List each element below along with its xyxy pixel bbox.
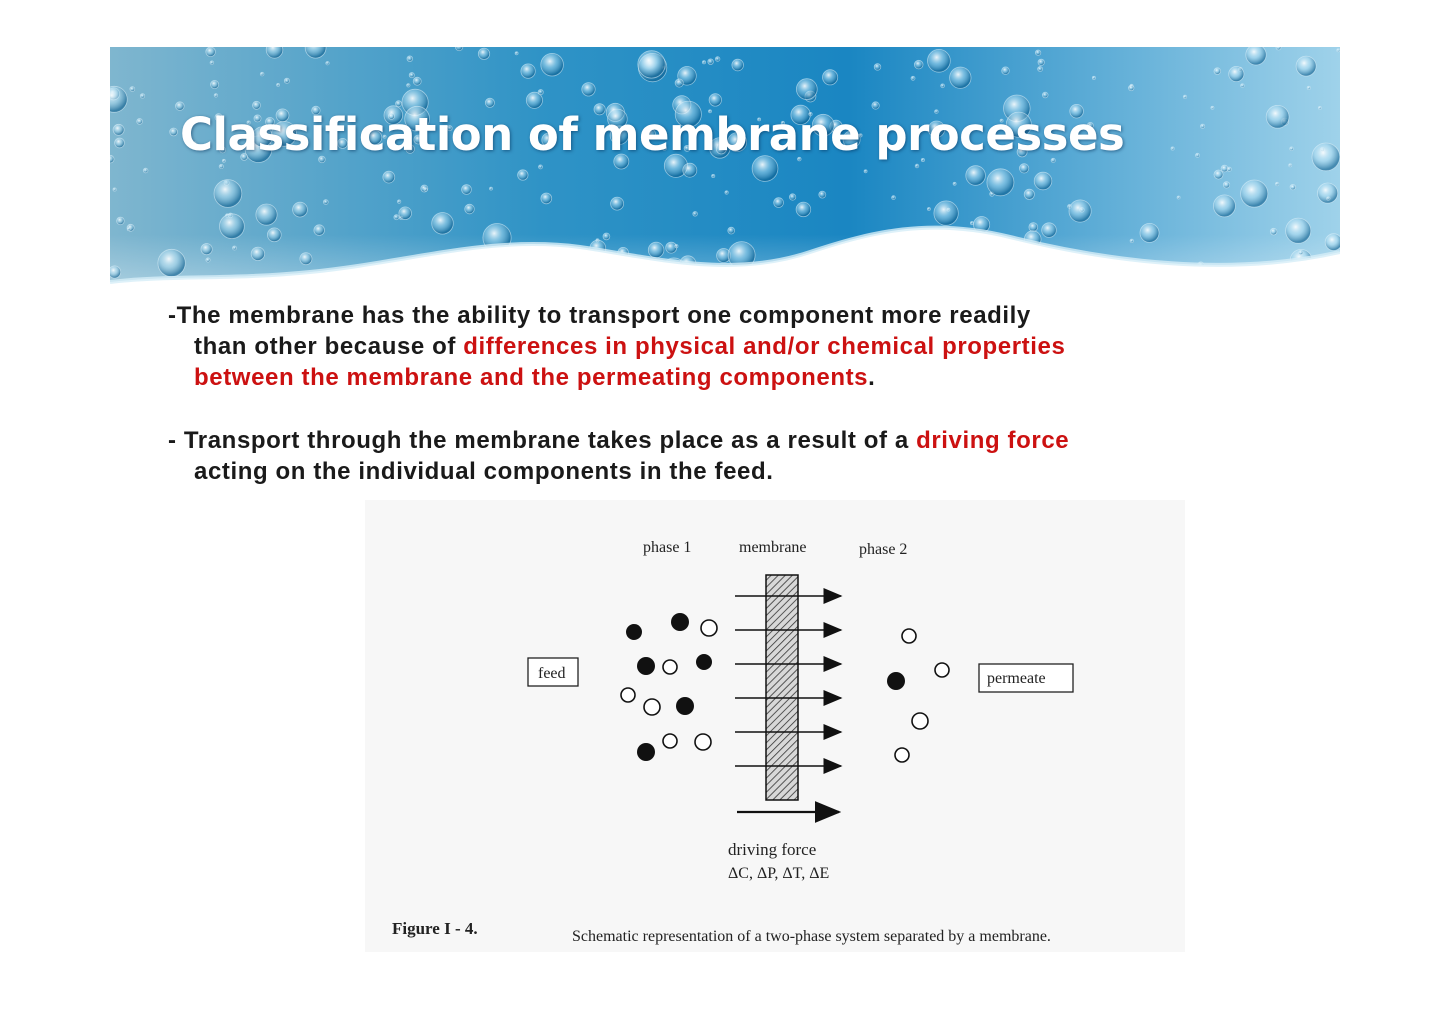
bubble	[1002, 67, 1010, 75]
bubble	[941, 84, 945, 88]
bubble	[927, 208, 930, 211]
hollow-particle	[663, 734, 677, 748]
bubble	[709, 94, 721, 106]
bubble	[1296, 56, 1316, 76]
bubble	[611, 197, 624, 210]
solid-particle	[637, 657, 655, 675]
bubble	[1286, 218, 1311, 243]
bubble	[1035, 50, 1040, 55]
bubble	[1241, 84, 1245, 88]
bubble	[1177, 196, 1180, 199]
bubble	[478, 48, 489, 59]
bubble	[796, 79, 817, 100]
bubble	[1290, 147, 1294, 151]
bubble	[394, 215, 399, 220]
hollow-particle	[912, 713, 928, 729]
bubble	[251, 247, 264, 260]
bubble	[725, 191, 728, 194]
bubble	[110, 266, 121, 278]
bubble	[397, 200, 400, 203]
bubble	[1034, 172, 1052, 190]
bubble	[1318, 106, 1321, 109]
bubble	[219, 164, 223, 168]
bubble	[409, 73, 414, 78]
bubble	[485, 98, 494, 107]
bubble	[541, 53, 564, 76]
bubble	[206, 47, 216, 57]
bubble	[130, 87, 135, 92]
bullet-1-highlight-cont: between the membrane and the permeating components	[194, 364, 869, 391]
bubble	[1229, 66, 1244, 81]
phase-1-label: phase 1	[643, 539, 692, 556]
bubble	[383, 171, 395, 183]
bubble	[1223, 182, 1229, 188]
bubble	[712, 174, 715, 177]
bubble	[413, 77, 421, 85]
bubble	[140, 94, 144, 98]
bubble	[277, 83, 280, 86]
bubble	[214, 94, 217, 97]
bubble	[638, 51, 665, 78]
bubble	[1069, 200, 1091, 222]
bubble	[1029, 223, 1038, 232]
bubble	[582, 83, 595, 96]
bubble	[715, 57, 720, 62]
bubble	[683, 163, 697, 177]
bubble	[1140, 263, 1147, 270]
bullet-2-highlight: driving force	[916, 427, 1070, 454]
bubble	[915, 164, 919, 168]
solid-particle	[626, 624, 642, 640]
bullet-2-line-1	[168, 427, 1069, 454]
bubble	[874, 64, 881, 71]
phase-2-label: phase 2	[859, 541, 908, 558]
permeate-label: permeate	[987, 670, 1046, 687]
bubble	[424, 188, 427, 191]
bubble	[928, 49, 951, 72]
bubble	[941, 259, 945, 263]
hollow-particle	[663, 660, 677, 674]
bubble	[810, 256, 813, 259]
bubble	[732, 59, 744, 71]
bullet-1-highlight: differences in physical and/or chemical properties	[463, 333, 1066, 360]
driving-force-label: driving force	[728, 840, 817, 859]
bubble	[293, 202, 308, 217]
bubble	[211, 80, 219, 88]
bubble	[1183, 95, 1186, 98]
solid-particle	[676, 697, 694, 715]
bubble	[201, 244, 212, 255]
bubble	[110, 155, 114, 163]
bubble	[399, 207, 412, 220]
solid-particle	[671, 613, 689, 631]
bubble	[1038, 67, 1043, 72]
bubble	[541, 193, 552, 204]
bubble	[1196, 153, 1200, 157]
phase-1-particles	[621, 613, 717, 761]
bubble	[1034, 256, 1041, 263]
bubble	[113, 188, 116, 191]
bubble	[675, 79, 683, 87]
bubble	[465, 204, 475, 214]
bubble	[1270, 228, 1277, 235]
bubble	[728, 227, 735, 234]
bubble	[1312, 143, 1340, 171]
bubble	[220, 214, 245, 239]
bubble	[538, 90, 543, 95]
bubble	[934, 201, 958, 225]
bubble	[603, 233, 610, 240]
bubble	[1171, 147, 1174, 150]
bubble	[1227, 167, 1231, 171]
bubble	[1299, 251, 1303, 255]
bubble	[206, 258, 210, 262]
bubble	[462, 185, 472, 195]
solid-particle	[887, 672, 905, 690]
bubble	[987, 169, 1014, 196]
bullet-1	[168, 300, 1065, 393]
bubble	[1129, 85, 1134, 90]
bullet-1-line-1: -The membrane has the ability to transport one component more readily	[168, 302, 1031, 329]
bubble	[1024, 189, 1034, 199]
membrane-schematic	[365, 500, 1185, 952]
bubble	[143, 168, 148, 173]
bullet-1-text: than other because of	[194, 333, 464, 360]
bubble	[1042, 223, 1057, 238]
bullet-1-period: .	[868, 364, 876, 391]
bubble	[774, 198, 784, 208]
bubble	[407, 84, 410, 87]
bubble	[1140, 223, 1159, 242]
solid-particle	[637, 743, 655, 761]
feed-label: feed	[538, 665, 566, 682]
bubble	[920, 245, 924, 249]
bubble	[170, 128, 178, 136]
bubble	[518, 170, 528, 180]
phase-2-particles	[887, 629, 949, 762]
bubble	[1266, 105, 1289, 128]
forces-label: ΔC, ΔP, ΔT, ΔE	[728, 865, 830, 882]
bubble	[432, 213, 454, 235]
water-bubbles-image	[110, 47, 1340, 297]
bubble	[892, 196, 896, 200]
bubble	[819, 191, 826, 198]
bubble	[789, 194, 795, 200]
membrane-figure	[365, 500, 1185, 952]
bubble	[1201, 124, 1205, 128]
bubble	[977, 271, 980, 274]
bubble	[1214, 170, 1223, 179]
bubble	[702, 61, 705, 64]
header-banner	[110, 47, 1340, 297]
bubble	[256, 204, 277, 225]
solid-particle	[696, 654, 712, 670]
bubble	[1214, 68, 1221, 75]
bubble	[1307, 86, 1310, 89]
bubble	[260, 72, 264, 76]
bubble	[300, 253, 312, 265]
bubble	[1289, 164, 1292, 167]
bullet-2-text: - Transport through the membrane takes place as a result of a	[168, 427, 917, 454]
figure-number: Figure I - 4.	[392, 919, 478, 938]
bubble	[1325, 234, 1340, 251]
bubble	[1092, 76, 1095, 79]
bubble	[521, 64, 535, 78]
bubble	[666, 242, 677, 253]
bubble	[648, 242, 664, 258]
bubble	[284, 78, 289, 83]
bubble	[864, 170, 867, 173]
bubble	[1213, 195, 1235, 217]
bubble	[1276, 47, 1281, 50]
bubble	[914, 60, 923, 69]
hollow-particle	[935, 663, 949, 677]
bubble	[137, 119, 143, 125]
bubble	[158, 249, 185, 276]
page-title: Classification of membrane processes	[180, 108, 1125, 161]
bubble	[1130, 239, 1133, 242]
bubble	[950, 67, 971, 88]
bubble	[455, 47, 462, 51]
bubble	[1290, 184, 1295, 189]
bubble	[267, 228, 281, 242]
bubble	[924, 257, 946, 279]
hollow-particle	[621, 688, 635, 702]
bubble	[693, 212, 698, 217]
bubble	[823, 70, 838, 85]
bubble	[1027, 248, 1043, 264]
bubble	[210, 61, 214, 65]
bubble	[115, 138, 125, 148]
bubble	[1019, 164, 1028, 173]
bubble	[214, 180, 242, 208]
bullet-1-line-3	[168, 362, 1065, 393]
hollow-particle	[644, 699, 660, 715]
bubble	[1327, 197, 1330, 200]
bubble	[233, 246, 237, 250]
bubble	[1275, 182, 1278, 185]
membrane-label: membrane	[739, 539, 807, 556]
figure-caption: Schematic representation of a two-phase system separated by a membrane.	[572, 928, 1051, 945]
bubble	[1042, 92, 1048, 98]
bubble	[323, 200, 328, 205]
bubble	[1211, 106, 1214, 109]
hollow-particle	[695, 734, 711, 750]
bubble	[326, 62, 329, 65]
bubble	[953, 182, 956, 185]
bubble	[911, 76, 915, 80]
bubble	[1246, 47, 1266, 65]
bullet-2-line-2: acting on the individual components in the feed.	[194, 458, 774, 485]
bubble	[113, 124, 124, 135]
bubble	[117, 217, 125, 225]
hollow-particle	[895, 748, 909, 762]
bubble	[1337, 49, 1340, 52]
hollow-particle	[902, 629, 916, 643]
bubble	[1241, 180, 1268, 207]
bullet-1-line-2	[168, 331, 1065, 362]
bubble	[539, 165, 543, 169]
bubble	[1077, 273, 1080, 276]
bubble	[1038, 59, 1044, 65]
hollow-particle	[701, 620, 717, 636]
bubble	[675, 245, 678, 248]
bubble	[527, 262, 547, 282]
bubble	[515, 52, 518, 55]
bubble	[966, 166, 986, 186]
bubble	[796, 202, 811, 217]
bubble	[127, 228, 130, 231]
bubble	[314, 225, 325, 236]
bubble	[396, 101, 402, 107]
bubble	[407, 56, 413, 62]
bullet-2	[168, 425, 1069, 487]
bubble	[490, 187, 493, 190]
bubble	[708, 59, 714, 65]
